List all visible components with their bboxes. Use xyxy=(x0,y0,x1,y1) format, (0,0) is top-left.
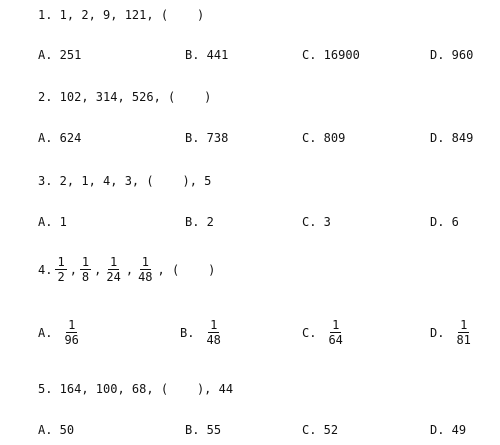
option-label: B. xyxy=(180,325,195,340)
comma-separator: , xyxy=(69,262,77,277)
option-fraction xyxy=(62,318,80,347)
question-1-option-a: A. 251 xyxy=(38,48,82,62)
question-5-option-b: B. 55 xyxy=(185,423,222,437)
denominator: 8 xyxy=(81,270,90,284)
denominator: 2 xyxy=(57,270,65,284)
question-3-stem: 3. 2, 1, 4, 3, ( ), 5 xyxy=(38,174,212,188)
numerator: 1 xyxy=(57,255,65,269)
question-4-stem xyxy=(38,255,215,284)
answer-blank: , ( ) xyxy=(157,262,216,277)
question-2-option-a: A. 624 xyxy=(38,131,82,145)
question-4-option-d xyxy=(430,318,473,347)
numerator: 1 xyxy=(141,255,149,269)
numerator: 1 xyxy=(460,318,468,332)
fraction-term-2 xyxy=(80,255,91,284)
question-1-option-c: C. 16900 xyxy=(302,48,360,62)
numerator: 1 xyxy=(81,255,90,269)
denominator: 64 xyxy=(328,333,343,347)
question-4-number: 4. xyxy=(38,262,53,277)
comma-separator: , xyxy=(125,262,134,277)
fraction-term-4 xyxy=(136,255,154,284)
question-1-option-b: B. 441 xyxy=(185,48,229,62)
denominator: 96 xyxy=(64,333,79,347)
numerator: 1 xyxy=(210,318,218,332)
question-1-option-d: D. 960 xyxy=(430,48,474,62)
question-5-option-a: A. 50 xyxy=(38,423,75,437)
option-fraction xyxy=(326,318,344,347)
option-fraction xyxy=(204,318,222,347)
option-label: C. xyxy=(302,325,317,340)
question-5-stem: 5. 164, 100, 68, ( ), 44 xyxy=(38,382,234,396)
denominator: 81 xyxy=(456,333,471,347)
question-4-option-a xyxy=(38,318,81,347)
question-2-option-b: B. 738 xyxy=(185,131,229,145)
denominator: 24 xyxy=(106,270,121,284)
option-fraction xyxy=(454,318,472,347)
question-3-option-a: A. 1 xyxy=(38,215,67,229)
question-5-option-d: D. 49 xyxy=(430,423,467,437)
question-3-option-c: C. 3 xyxy=(302,215,331,229)
question-4-option-b xyxy=(180,318,223,347)
comma-separator: , xyxy=(94,262,102,277)
question-3-option-b: B. 2 xyxy=(185,215,214,229)
question-4-option-c xyxy=(302,318,345,347)
option-label: D. xyxy=(430,325,445,340)
numerator: 1 xyxy=(332,318,340,332)
question-2-option-d: D. 849 xyxy=(430,131,474,145)
question-1-stem: 1. 1, 2, 9, 121, ( ) xyxy=(38,8,205,22)
denominator: 48 xyxy=(206,333,221,347)
numerator: 1 xyxy=(68,318,76,332)
numerator: 1 xyxy=(110,255,118,269)
question-2-stem: 2. 102, 314, 526, ( ) xyxy=(38,90,212,104)
question-2-option-c: C. 809 xyxy=(302,131,346,145)
fraction-term-3 xyxy=(104,255,122,284)
question-3-option-d: D. 6 xyxy=(430,215,459,229)
denominator: 48 xyxy=(138,270,153,284)
option-label: A. xyxy=(38,325,53,340)
question-5-option-c: C. 52 xyxy=(302,423,339,437)
fraction-term-1 xyxy=(55,255,66,284)
